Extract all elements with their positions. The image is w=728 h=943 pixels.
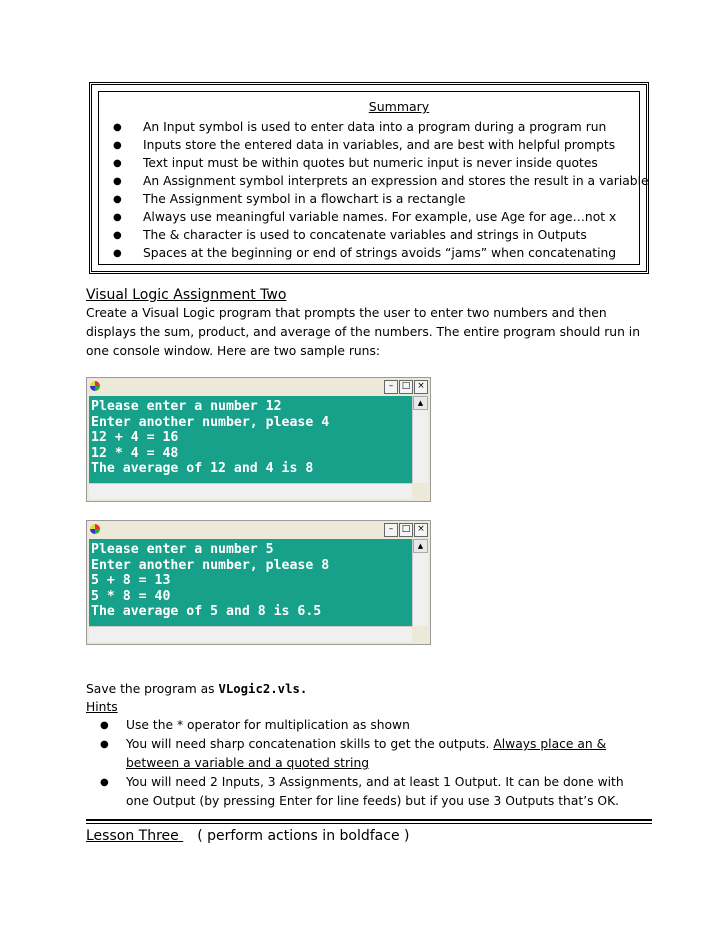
console-titlebar[interactable] (87, 521, 430, 539)
minimize-button[interactable]: – (384, 380, 398, 394)
bullet-icon: ● (113, 157, 122, 169)
horizontal-scrollbar[interactable] (89, 483, 412, 499)
summary-title: Summary (368, 99, 430, 114)
list-item: ● Always use meaningful variable names. For example, use Age for age…not x (113, 210, 617, 224)
list-item: ● Inputs store the entered data in variables, and are best with helpful prompts (113, 138, 616, 152)
bullet-icon: ● (113, 247, 122, 259)
bullet-icon: ● (113, 229, 122, 241)
lesson-heading: Lesson Three ( perform actions in boldface ) (86, 828, 410, 844)
list-item: ● Spaces at the beginning or end of strings avoids “jams” when concatenating (113, 246, 617, 260)
vertical-scrollbar[interactable] (412, 539, 428, 626)
window-controls (384, 523, 428, 537)
console-output: Please enter a number 5 Enter another number, please 8 5 + 8 = 13 5 * 8 = 40 The average of 5 and 8 is 6.5 (89, 539, 412, 626)
summary-box (89, 82, 649, 274)
app-icon (90, 381, 100, 391)
maximize-button[interactable]: □ (399, 523, 413, 537)
bullet-icon: ● (113, 139, 122, 151)
console-output: Please enter a number 12 Enter another number, please 4 12 + 4 = 16 12 * 4 = 48 The average of 12 and 4 is 8 (89, 396, 412, 483)
bullet-icon: ● (113, 121, 122, 133)
list-item: ● An Assignment symbol interprets an expression and stores the result in a variable (113, 174, 649, 188)
bullet-icon: ● (100, 777, 109, 788)
assignment-heading: Visual Logic Assignment Two (86, 287, 287, 303)
summary-list (113, 118, 653, 262)
app-icon (90, 524, 100, 534)
save-instruction: Save the program as VLogic2.vls. (86, 682, 308, 696)
console-titlebar[interactable] (87, 378, 430, 396)
list-item: ● The & character is used to concatenate variables and strings in Outputs (113, 228, 587, 242)
list-item: ● Use the * operator for multiplication as shown (100, 716, 660, 735)
bullet-icon: ● (113, 193, 122, 205)
vertical-scrollbar[interactable] (412, 396, 428, 483)
window-controls (384, 380, 428, 394)
bullet-icon: ● (113, 211, 122, 223)
lesson-subtitle: ( perform actions in boldface ) (197, 828, 410, 844)
minimize-button[interactable]: – (384, 523, 398, 537)
bullet-icon: ● (100, 739, 109, 750)
scroll-up-icon[interactable]: ▲ (413, 396, 428, 410)
list-item: ● You will need sharp concatenation skills to get the outputs. Always place an & between a variable and a quoted string (100, 735, 660, 773)
summary-inner-border (98, 91, 649, 265)
list-item: ● You will need 2 Inputs, 3 Assignments, and at least 1 Output. It can be done with one Output (by pressing Enter for line feeds) but if you use 3 Outputs that’s OK. (100, 773, 660, 811)
bullet-icon: ● (100, 720, 109, 731)
bullet-icon: ● (113, 175, 122, 187)
close-button[interactable]: × (414, 523, 428, 537)
horizontal-scrollbar[interactable] (89, 626, 412, 642)
list-item: ● Text input must be within quotes but numeric input is never inside quotes (113, 156, 598, 170)
divider (86, 819, 652, 821)
hints-list (100, 716, 660, 811)
console-window-2[interactable] (86, 520, 431, 645)
console-window-1[interactable] (86, 377, 431, 502)
divider (86, 823, 652, 824)
maximize-button[interactable]: □ (399, 380, 413, 394)
list-item: ● An Input symbol is used to enter data into a program during a program run (113, 120, 607, 134)
hints-heading: Hints (86, 700, 118, 714)
list-item: ● The Assignment symbol in a flowchart is a rectangle (113, 192, 466, 206)
close-button[interactable]: × (414, 380, 428, 394)
assignment-paragraph: Create a Visual Logic program that prompts the user to enter two numbers and then displays the sum, product, and average of the numbers. The entire program should run in one console window. Here are two sample runs: (86, 306, 640, 358)
filename: VLogic2.vls. (218, 682, 308, 696)
scroll-up-icon[interactable]: ▲ (413, 539, 428, 553)
